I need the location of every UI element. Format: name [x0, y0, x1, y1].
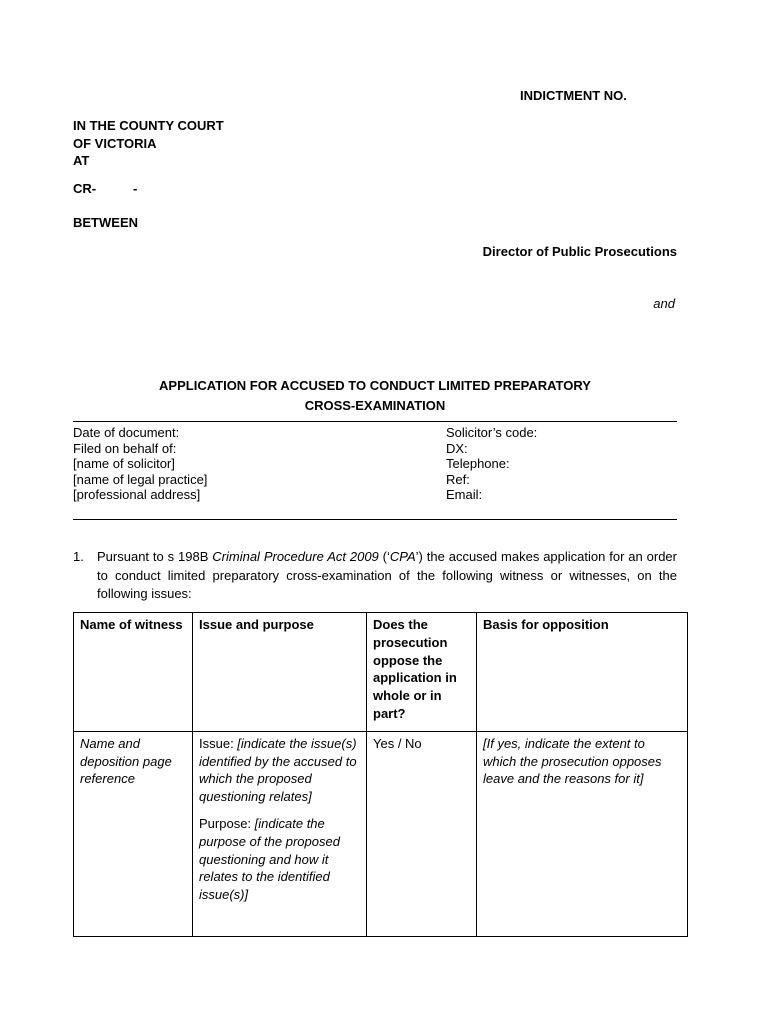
- issue-instruction: [indicate the issue(s) identified by the accused to which the proposed questioning relates]: [199, 735, 357, 805]
- act-name: Criminal Procedure Act 2009: [212, 549, 379, 564]
- divider-top: [73, 421, 677, 422]
- court-line-1: IN THE COUNTY COURT: [73, 118, 224, 133]
- purpose-paragraph: [199, 815, 360, 904]
- header-name-of-witness: Name of witness: [74, 613, 193, 732]
- date-of-document: Date of document:: [73, 425, 180, 440]
- paragraph-text: [97, 548, 677, 604]
- issue-paragraph: [199, 735, 360, 806]
- header-basis-for-opposition: Basis for opposition: [477, 613, 688, 732]
- cell-issue-and-purpose: [193, 731, 367, 936]
- case-dash: -: [133, 181, 138, 196]
- header-prosecution-oppose: Does the prosecution oppose the application in whole or in part?: [367, 613, 477, 732]
- divider-bottom: [73, 519, 677, 520]
- legal-practice-name: [name of legal practice]: [73, 471, 208, 487]
- act-abbreviation: CPA: [389, 549, 416, 564]
- between-label: BETWEEN: [73, 215, 138, 230]
- header-issue-and-purpose: Issue and purpose: [193, 613, 367, 732]
- title-line-2: CROSS-EXAMINATION: [304, 397, 446, 413]
- paragraph-number: 1.: [73, 549, 84, 564]
- and-label: and: [653, 296, 675, 311]
- paragraph-text-start: Pursuant to s 198B: [97, 549, 213, 564]
- issues-table: [73, 612, 688, 937]
- dx: DX:: [446, 440, 468, 456]
- indictment-number-label: INDICTMENT NO.: [520, 88, 627, 103]
- filing-details-right: [446, 425, 537, 503]
- solicitor-name: [name of solicitor]: [73, 456, 175, 472]
- filed-on-behalf: Filed on behalf of:: [73, 440, 177, 456]
- purpose-label: Purpose:: [199, 815, 255, 831]
- paragraph-text-end: ’) the accused makes application for an order to conduct limited preparatory cross-examination of the following witness or witnesses, on the following issues:: [97, 549, 677, 601]
- cell-basis-instruction: [If yes, indicate the extent to which the prosecution opposes leave and the reasons for it]: [477, 731, 688, 936]
- issue-label: Issue:: [199, 735, 238, 751]
- table-row: [74, 731, 688, 936]
- ref: Ref:: [446, 471, 470, 487]
- paragraph-1: [73, 548, 677, 604]
- title-line-1: APPLICATION FOR ACCUSED TO CONDUCT LIMITED PREPARATORY: [159, 378, 591, 393]
- court-name: [73, 117, 224, 170]
- court-line-2: OF VICTORIA: [73, 135, 157, 151]
- document-title: [73, 376, 677, 415]
- professional-address: [professional address]: [73, 487, 201, 503]
- cell-witness-name: Name and deposition page reference: [74, 731, 193, 936]
- court-line-3: AT: [73, 153, 90, 168]
- prosecution-party: Director of Public Prosecutions: [482, 244, 677, 259]
- purpose-instruction: [indicate the purpose of the proposed questioning and how it relates to the identified issue(s)]: [199, 815, 340, 903]
- solicitor-code: Solicitor’s code:: [446, 425, 538, 440]
- cell-oppose-answer: Yes / No: [367, 731, 477, 936]
- case-prefix: CR-: [73, 181, 97, 196]
- table-header-row: [74, 613, 688, 732]
- telephone: Telephone:: [446, 456, 510, 472]
- email: Email:: [446, 487, 483, 503]
- paragraph-text-mid: (‘: [378, 549, 390, 564]
- filing-details-left: [73, 425, 207, 503]
